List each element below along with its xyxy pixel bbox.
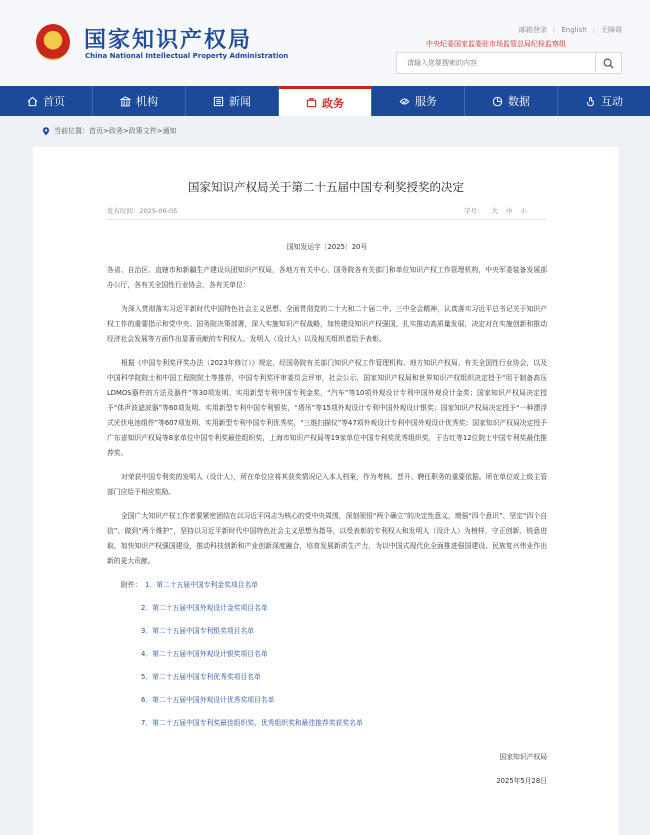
nav-service-label: 服务: [415, 95, 437, 108]
site-header: [0, 0, 650, 86]
list-item: [107, 647, 547, 670]
signature-block: [107, 745, 547, 793]
page-title: 国家知识产权局关于第二十五届中国专利奖授奖的决定: [188, 180, 464, 194]
signer: 国家知识产权局: [499, 753, 547, 761]
mail-login-link[interactable]: 邮箱登录: [519, 26, 547, 34]
interaction-icon: [585, 96, 596, 107]
attachment-link-2[interactable]: 2．第二十五届中国外观设计金奖项目名单: [141, 604, 268, 612]
discipline-inspection-link[interactable]: 中央纪委国家监委驻市场监管总局纪检监察组: [426, 40, 566, 48]
search-box: [396, 52, 622, 74]
sign-date: 2025年5月28日: [496, 777, 547, 785]
list-item: [107, 716, 547, 739]
breadcrumb: [42, 126, 177, 136]
breadcrumb-text[interactable]: 当前位置：首页>政务>政策文件>通知: [54, 127, 177, 135]
main-nav: [0, 86, 650, 116]
institution-icon: [120, 96, 131, 107]
attachment-list: [107, 578, 547, 739]
font-size-large[interactable]: 大: [491, 207, 498, 215]
nav-home-label: 首页: [43, 95, 65, 108]
accessibility-link[interactable]: 无障碍: [601, 26, 622, 34]
data-icon: [492, 96, 503, 107]
attachment-link-1[interactable]: 1．第二十五届中国专利金奖项目名单: [145, 581, 259, 589]
english-link[interactable]: English: [561, 26, 587, 34]
font-size-switcher: [464, 206, 527, 215]
nav-news[interactable]: [186, 86, 279, 116]
home-icon: [27, 96, 38, 107]
search-button[interactable]: [595, 53, 621, 73]
service-icon: [399, 96, 410, 107]
national-emblem-icon: [36, 24, 70, 60]
font-size-small[interactable]: 小: [520, 207, 527, 215]
top-links: [519, 25, 622, 35]
news-icon: [213, 96, 224, 107]
attachment-link-7[interactable]: 7．第二十五届中国专利奖最佳组织奖、优秀组织奖和最佳推荐奖获奖名单: [141, 719, 363, 727]
site-name[interactable]: 国家知识产权局: [84, 27, 253, 53]
document-number: 国知发运字〔2025〕20号: [286, 243, 368, 251]
paragraph-3: 对荣获中国专利奖的发明人（设计人），所在单位应将其获奖情况记入本人档案，作为考核、晋升、聘任职务的重要依据。所在单位或上级主管部门应给予相应奖励。: [107, 473, 547, 496]
divider: |: [592, 26, 595, 34]
font-size-label: 字号：: [464, 207, 484, 215]
attachment-link-3[interactable]: 3．第二十五届中国专利银奖项目名单: [141, 627, 255, 635]
search-input[interactable]: [397, 53, 593, 73]
attachment-link-4[interactable]: 4．第二十五届中国外观设计银奖项目名单: [141, 650, 268, 658]
attachment-link-5[interactable]: 5．第二十五届中国专利优秀奖项目名单: [141, 673, 261, 681]
font-size-medium[interactable]: 中: [506, 207, 513, 215]
list-item: [107, 670, 547, 693]
divider: |: [553, 26, 556, 34]
nav-news-label: 新闻: [229, 95, 251, 108]
article-body: [107, 240, 547, 793]
title-divider: [107, 219, 547, 220]
nav-data[interactable]: [465, 86, 558, 116]
paragraph-4: 全国广大知识产权工作者要紧密团结在以习近平同志为核心的党中央周围，深刻领悟“两个确立”的决定性意义，增强“四个意识”、坚定“四个自信”、做到“两个维护”，坚持以习近平新时代中国特色社会主义思想为指导，以受表彰的专利权人和发明人（设计人）为榜样，守正创新、锐意进取，加快知识产权强国建设，推动科技创新和产业创新深度融合，培育发展新质生产力，为以中国式现代化全面推进强国建设、民族复兴伟业作出新的更大贡献。: [107, 512, 547, 565]
search-icon: [603, 58, 614, 69]
nav-institution-label: 机构: [136, 95, 158, 108]
list-item: [107, 693, 547, 716]
government-icon: [306, 97, 317, 108]
publish-date: 发布时间：2025-06-05: [107, 207, 178, 215]
paragraph-2: 根据《中国专利奖评奖办法（2023年修订）》规定，经国务院有关部门知识产权工作管理机构、地方知识产权局、有关全国性行业协会，以及中国科学院院士和中国工程院院士等推荐，中国专利奖评审委员会评审，社会公示，国家知识产权局和世界知识产权组织决定授予“用于制备高压LDMOS器件的方法及器件”等30项发明、实用新型专利中国专利金奖，“汽车”等10项外观设计专利中国外观设计金奖；国家知识产权局决定授予“体声波滤波器”等60项发明、实用新型专利中国专利银奖，“塔吊”等15项外观设计专利中国外观设计银奖；国家知识产权局决定授予“一种漂浮式光伏电池组件”等607项发明、实用新型专利中国专利优秀奖，“三维扫描仪”等47项外观设计专利中国外观设计优秀奖；国家知识产权局决定授予广东省知识产权局等8家单位中国专利奖最佳组织奖，上海市知识产权局等19家单位中国专利奖优秀组织奖，于吉红等12位院士中国专利奖最佳推荐奖。: [107, 359, 547, 457]
attachment-link-6[interactable]: 6．第二十五届中国外观设计优秀奖项目名单: [141, 696, 275, 704]
location-pin-icon: [42, 127, 50, 136]
salutation: 各省、自治区、直辖市和新疆生产建设兵团知识产权局，各地方有关中心，国务院各有关部门和单位知识产权工作管理机构，中央军委装备发展部办公厅，各有关全国性行业协会，各有关单位：: [107, 266, 547, 289]
nav-institution[interactable]: [93, 86, 186, 116]
nav-interaction-label: 互动: [601, 95, 623, 108]
nav-home[interactable]: [0, 86, 93, 116]
list-item: [107, 624, 547, 647]
list-item: [107, 578, 547, 601]
nav-government[interactable]: [279, 86, 372, 116]
paragraph-1: 为深入贯彻落实习近平新时代中国特色社会主义思想、全面贯彻党的二十大和二十届二中、三中全会精神，认真落实习近平总书记关于知识产权工作的重要指示和党中央、国务院决策部署，深入实施知识产权战略，加快建设知识产权强国，扎实推动高质量发展，决定对在实施创新和推动经济社会发展等方面作出显著贡献的专利权人、发明人（设计人）以及相关组织者给予表彰。: [107, 305, 547, 343]
nav-service[interactable]: [372, 86, 465, 116]
list-item: [107, 601, 547, 624]
nav-data-label: 数据: [508, 95, 530, 108]
attachment-label: 附件：: [121, 581, 142, 589]
nav-interaction[interactable]: [558, 86, 650, 116]
nav-government-label: 政务: [322, 96, 344, 110]
site-name-english: China National Intellectual Property Administration: [85, 52, 289, 60]
article-panel: [33, 147, 619, 835]
